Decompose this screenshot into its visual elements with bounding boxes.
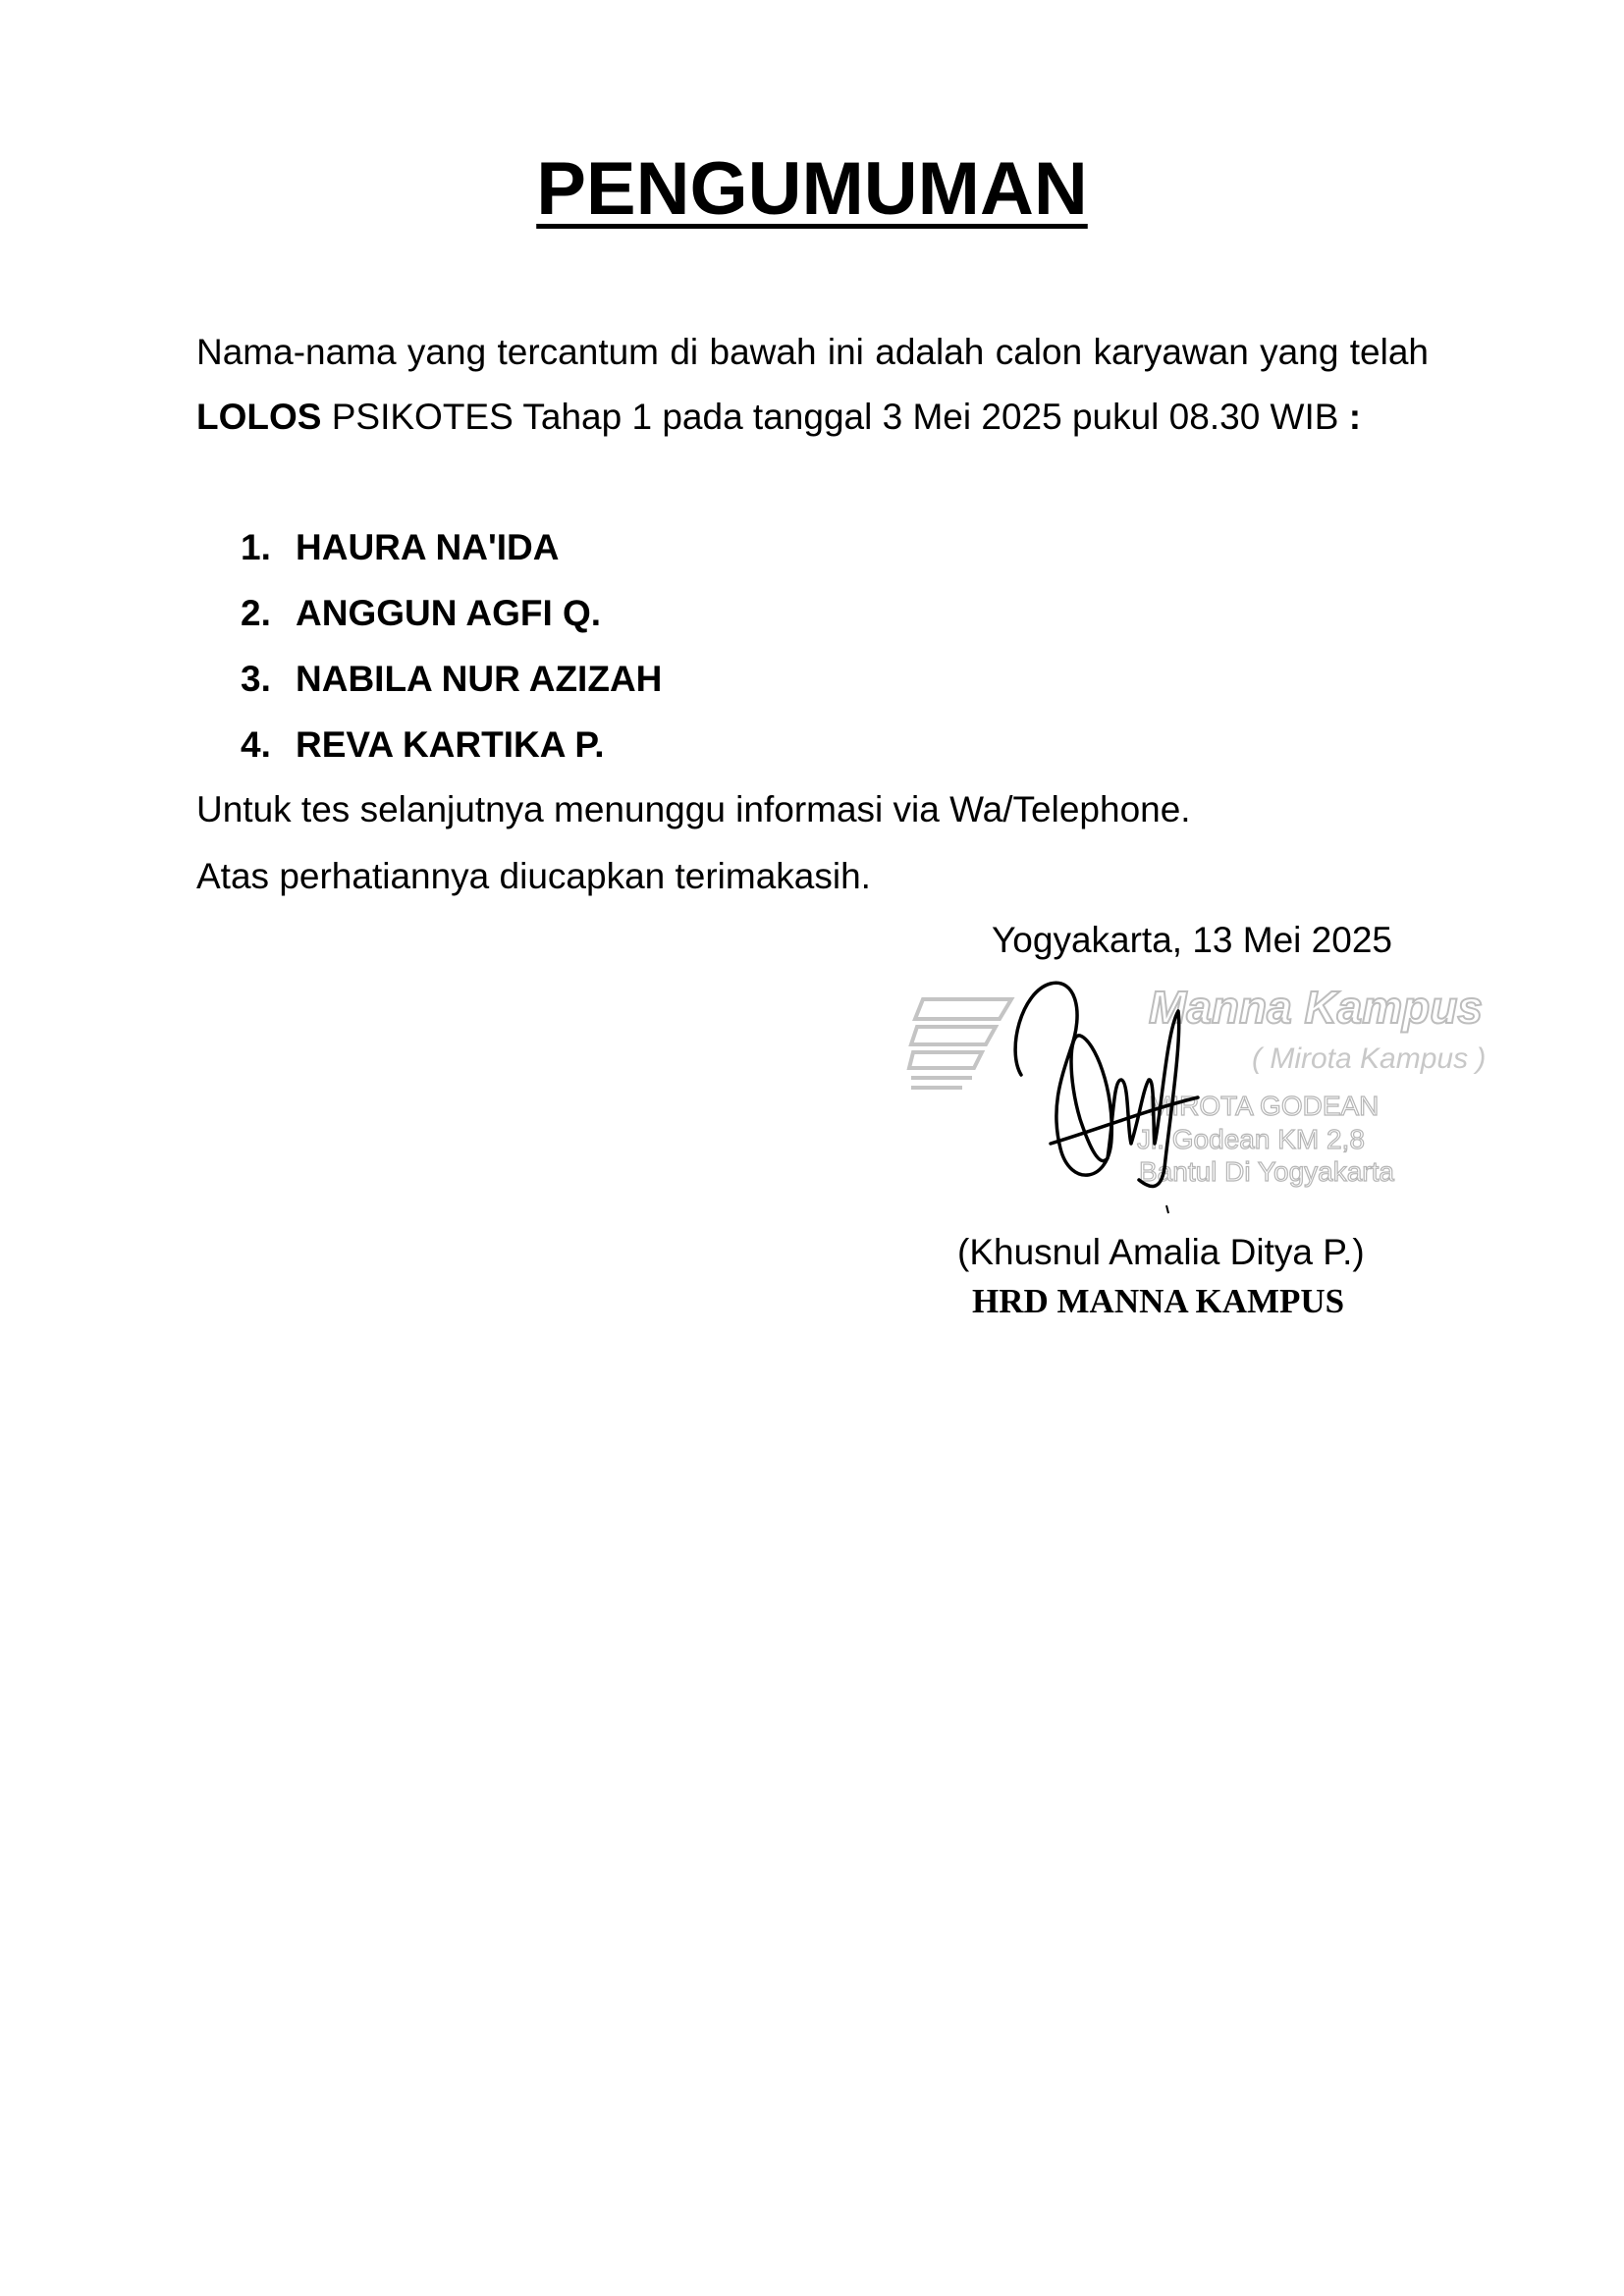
intro-bold-word: LOLOS — [196, 397, 322, 437]
list-item-number: 4. — [241, 724, 271, 765]
list-item-name: REVA KARTIKA P. — [296, 724, 605, 765]
list-item — [241, 514, 662, 580]
intro-paragraph — [196, 320, 1429, 450]
list-item-name: HAURA NA'IDA — [296, 527, 560, 567]
stamp-line-3: Bantul Di Yogyakarta — [1139, 1156, 1394, 1187]
intro-text-part1: Nama-nama yang tercantum di bawah ini adalah calon karyawan yang telah — [196, 332, 1429, 372]
list-item-name: NABILA NUR AZIZAH — [296, 659, 663, 699]
place-date: Yogyakarta, 13 Mei 2025 — [992, 920, 1392, 960]
signer-position: HRD MANNA KAMPUS — [972, 1282, 1345, 1320]
stamp-line-1: MIROTA GODEAN — [1149, 1091, 1380, 1121]
list-item-number: 1. — [241, 527, 271, 567]
stamp-logo-icon — [909, 999, 1011, 1088]
company-stamp — [903, 972, 1512, 1217]
candidate-list — [241, 514, 662, 777]
stamp-brand: Manna Kampus — [1149, 982, 1483, 1033]
intro-colon: : — [1348, 397, 1362, 437]
list-item — [241, 646, 662, 712]
list-item-number: 2. — [241, 593, 271, 633]
follow-up-text: Untuk tes selanjutnya menunggu informasi via Wa/Telephone. — [196, 789, 1191, 829]
list-item-number: 3. — [241, 659, 271, 699]
list-item — [241, 712, 662, 777]
page-title — [0, 145, 1624, 234]
stamp-line-2: Jl. Godean KM 2,8 — [1137, 1124, 1365, 1154]
stamp-sub-brand: ( Mirota Kampus ) — [1252, 1042, 1487, 1075]
page-title-text: PENGUMUMAN — [536, 147, 1088, 231]
signature-tick-icon — [1166, 1205, 1168, 1213]
closing-text: Atas perhatiannya diucapkan terimakasih. — [196, 856, 871, 896]
signer-name: (Khusnul Amalia Ditya P.) — [957, 1232, 1365, 1272]
list-item — [241, 580, 662, 646]
list-item-name: ANGGUN AGFI Q. — [296, 593, 602, 633]
intro-text-part2: PSIKOTES Tahap 1 pada tanggal 3 Mei 2025 pukul 08.30 WIB — [321, 397, 1349, 437]
